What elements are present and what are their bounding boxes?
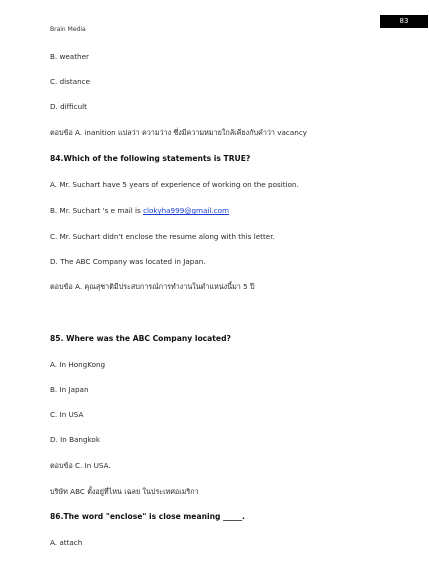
- option-line: D. The ABC Company was located in Japan.: [50, 257, 206, 266]
- answer-explanation: บริษัท ABC ตั้งอยู่ที่ไหน เฉลย ในประเทศอเมริกา: [50, 487, 199, 496]
- option-line: [50, 206, 229, 216]
- option-line: B. weather: [50, 52, 89, 61]
- question-86: 86.The word "enclose" is close meaning _____.: [50, 512, 245, 521]
- answer-line: ตอบข้อ A. คุณสุชาติมีประสบการณ์การทำงานในตำแหน่งนี้มา 5 ปี: [50, 282, 255, 291]
- option-line: C. distance: [50, 77, 91, 86]
- option-text: B. Mr. Suchart 's e mail is: [50, 206, 144, 215]
- option-line: D. difficult: [50, 102, 87, 111]
- answer-line: ตอบข้อ C. In USA.: [50, 461, 111, 470]
- option-line: D. In Bangkok: [50, 435, 100, 444]
- email-link[interactable]: clokyha999@gmail.com: [143, 206, 230, 215]
- option-line: A. attach: [50, 538, 83, 547]
- question-85: 85. Where was the ABC Company located?: [50, 334, 231, 343]
- page-number: 83: [380, 15, 428, 28]
- option-line: B. In Japan: [50, 385, 89, 394]
- option-line: C. In USA: [50, 410, 84, 419]
- option-line: A. Mr. Suchart have 5 years of experience of working on the position.: [50, 180, 299, 189]
- brand-header: Brain Media: [50, 26, 86, 33]
- option-line: A. In HongKong: [50, 360, 106, 369]
- question-84: 84.Which of the following statements is TRUE?: [50, 154, 251, 163]
- answer-line: ตอบข้อ A. inanition แปลว่า ความว่าง ซึ่งมีความหมายใกล้เคียงกับคำว่า vacancy: [50, 128, 308, 137]
- option-line: C. Mr. Suchart didn't enclose the resume along with this letter.: [50, 232, 275, 241]
